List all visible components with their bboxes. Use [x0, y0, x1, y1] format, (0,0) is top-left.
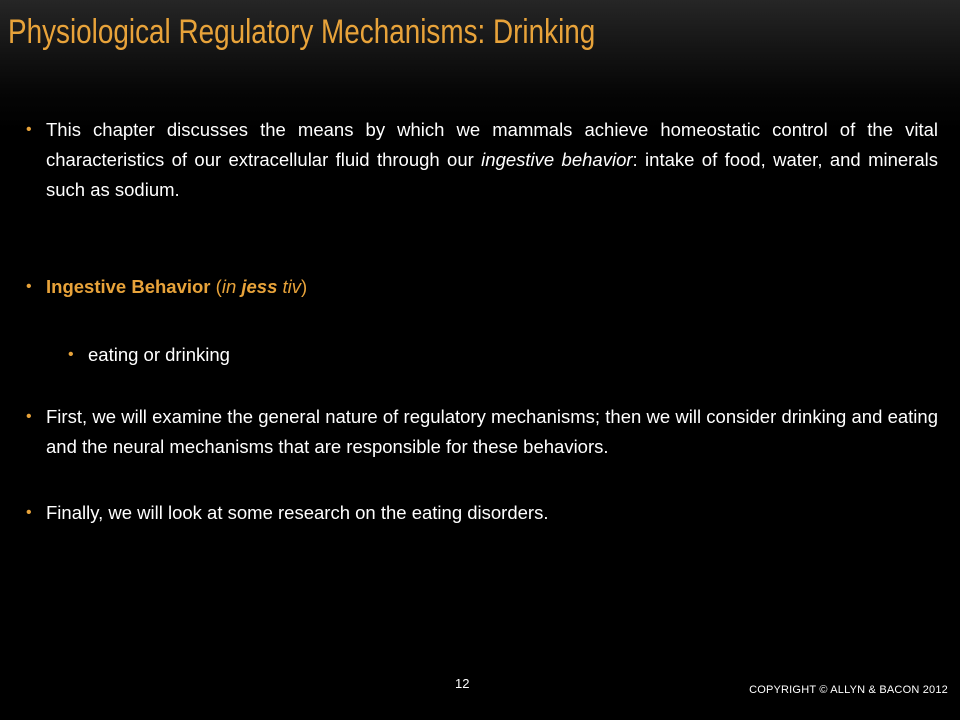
ingestive-heading: Ingestive Behavior	[46, 276, 211, 297]
pronunciation-pre: in	[221, 276, 242, 297]
bullet-marker: •	[26, 408, 32, 425]
intro-italic-term: ingestive behavior	[481, 149, 633, 170]
bullet-marker: •	[26, 504, 32, 521]
sub-bullet-marker: •	[68, 346, 74, 363]
finally-text: Finally, we will look at some research on the eating disorders.	[46, 502, 549, 523]
sub-bullet-eating	[68, 340, 938, 370]
first-text: First, we will examine the general nature of regulatory mechanisms; then we will consider drinking and eating and the neural mechanisms that are responsible for these behaviors.	[46, 406, 938, 457]
pronunciation-close: )	[301, 276, 308, 297]
intro-text-end: : intake of food, water, and minerals such as sodium.	[46, 149, 938, 200]
bullet-finally	[26, 498, 938, 528]
copyright-notice: COPYRIGHT © ALLYN & BACON 2012	[749, 684, 948, 696]
bullet-intro	[26, 115, 938, 205]
page-number: 12	[455, 676, 470, 691]
slide-title: Physiological Regulatory Mechanisms: Drinking	[8, 13, 596, 51]
pronunciation-post: tiv	[277, 276, 302, 297]
bullet-ingestive-behavior	[26, 272, 938, 302]
sub-bullet-text: eating or drinking	[88, 344, 230, 365]
intro-text-start: This chapter discusses the means by which we mammals achieve homeostatic control of the vital characteristics of our extracellular fluid through our	[46, 119, 938, 170]
bullet-marker: •	[26, 278, 32, 295]
bullet-marker: •	[26, 121, 32, 138]
pronunciation-open: (	[210, 276, 222, 297]
pronunciation-stress: jess	[241, 276, 278, 297]
bullet-first	[26, 402, 938, 462]
